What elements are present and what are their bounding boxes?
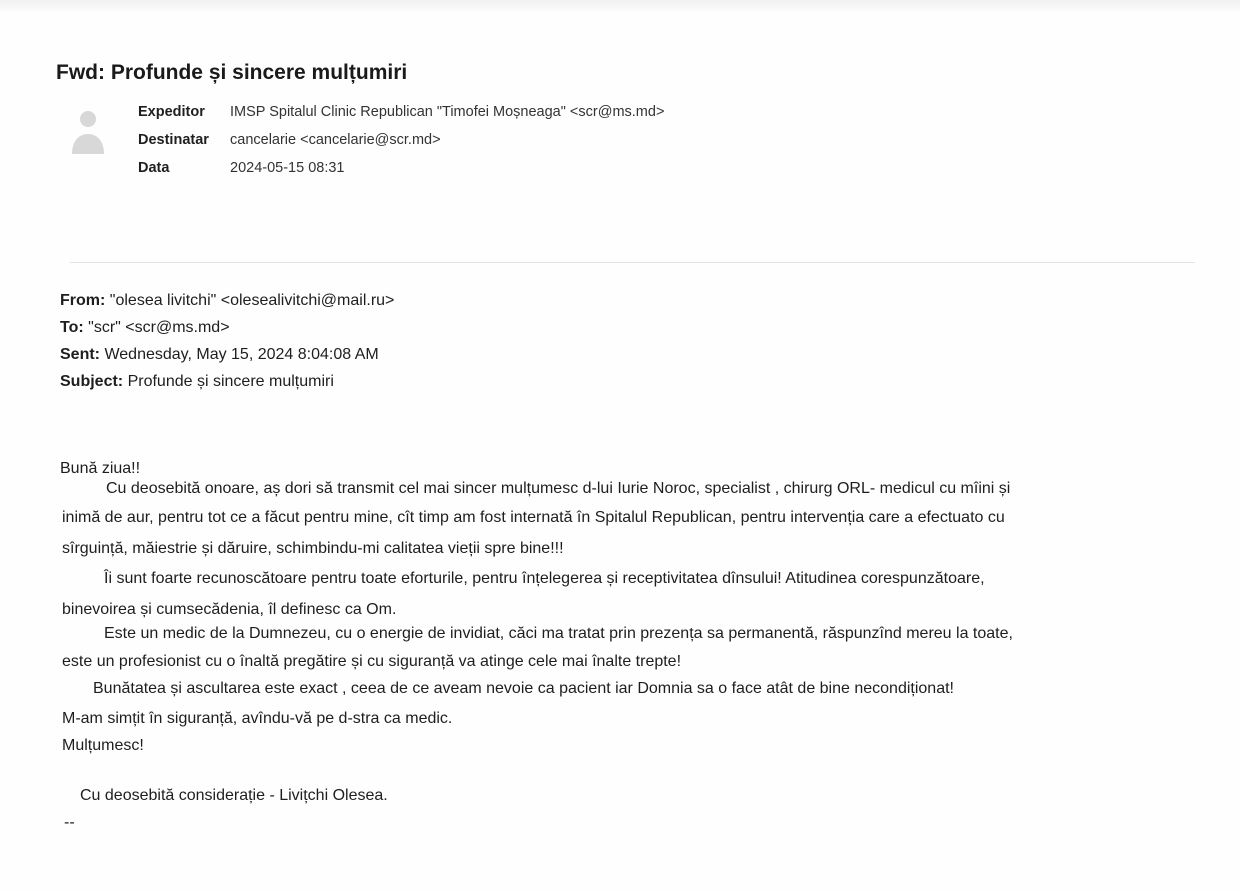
user-avatar-icon <box>66 106 110 156</box>
body-line: inimă de aur, pentru tot ce a făcut pentru mine, cît timp am fost internată în Spitalul Republican, pentru intervenția care a efectuato cu <box>62 509 1005 526</box>
fwd-subject-label: Subject: <box>60 373 124 390</box>
body-line: este un profesionist cu o înaltă pregătire și cu siguranță va atinge cele mai înalte trepte! <box>62 653 682 670</box>
body-greeting: Bună ziua!! <box>60 460 141 477</box>
meta-label-sender: Expeditor <box>138 104 205 120</box>
fwd-sent-label: Sent: <box>60 346 100 363</box>
meta-value-date: 2024-05-15 08:31 <box>230 160 345 176</box>
fwd-from-value: "olesea livitchi" <olesealivitchi@mail.ru> <box>109 292 395 309</box>
fwd-from-line <box>60 292 394 310</box>
meta-row-recipient <box>138 132 441 148</box>
fwd-subject-value: Profunde și sincere mulțumiri <box>127 373 334 390</box>
meta-row-date <box>138 160 345 176</box>
body-line: Îi sunt foarte recunoscătoare pentru toate eforturile, pentru înțelegerea și receptivitatea dînsului! Atitudinea corespunzătoare, <box>104 570 985 587</box>
email-subject-title: Fwd: Profunde și sincere mulțumiri <box>56 61 408 84</box>
fwd-subject-line <box>60 373 334 391</box>
fwd-from-label: From: <box>60 292 106 309</box>
fwd-to-value: "scr" <scr@ms.md> <box>88 319 230 336</box>
body-line: M-am simțit în siguranță, avîndu-vă pe d-stra ca medic. <box>62 710 453 727</box>
meta-label-recipient: Destinatar <box>138 132 209 148</box>
signature: Cu deosebită considerație - Livițchi Olesea. <box>80 787 388 804</box>
meta-value-recipient: cancelarie <cancelarie@scr.md> <box>230 132 441 148</box>
fwd-sent-line <box>60 346 379 364</box>
body-line: Este un medic de la Dumnezeu, cu o energie de invidiat, căci ma tratat prin prezența sa permanentă, răspunzînd mereu la toate, <box>104 625 1013 642</box>
body-line: Mulțumesc! <box>62 737 144 754</box>
fwd-to-label: To: <box>60 319 84 336</box>
body-line: Cu deosebită onoare, aș dori să transmit cel mai sincer mulțumesc d-lui Iurie Noroc, specialist , chirurg ORL- medicul cu mîini și <box>106 480 1011 497</box>
header-divider <box>70 262 1195 263</box>
signature-separator: -- <box>64 814 75 831</box>
fwd-to-line <box>60 319 230 337</box>
body-line: sîrguință, măiestrie și dăruire, schimbindu-mi calitatea vieții spre bine!!! <box>62 540 564 557</box>
body-line: Bunătatea și ascultarea este exact , ceea de ce aveam nevoie ca pacient iar Domnia sa o face atât de bine necondiționat! <box>93 680 954 697</box>
meta-value-sender: IMSP Spitalul Clinic Republican "Timofei Moșneaga" <scr@ms.md> <box>230 104 665 120</box>
body-line: binevoirea și cumsecădenia, îl definesc ca Om. <box>62 601 397 618</box>
fwd-sent-value: Wednesday, May 15, 2024 8:04:08 AM <box>104 346 379 363</box>
scan-top-edge <box>0 0 1240 14</box>
meta-row-sender <box>138 104 664 120</box>
meta-label-date: Data <box>138 160 170 176</box>
